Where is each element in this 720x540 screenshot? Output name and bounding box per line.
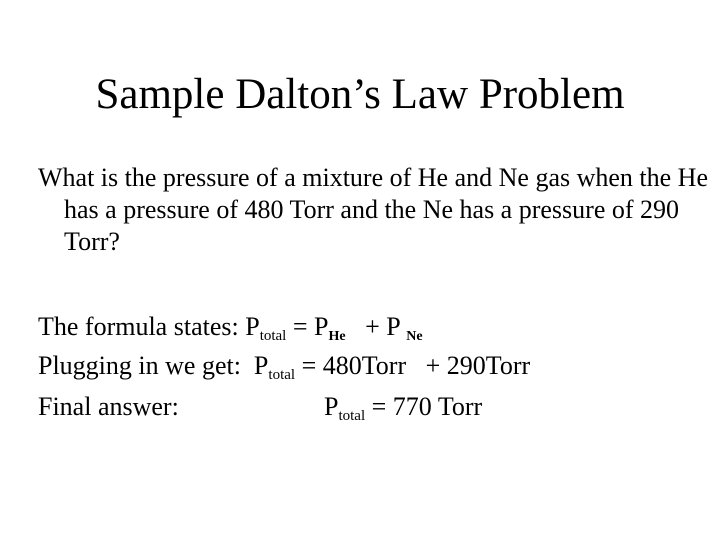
final-p: P — [324, 392, 339, 421]
subscript-total: total — [259, 328, 287, 344]
slide-title: Sample Dalton’s Law Problem — [95, 71, 625, 118]
final-answer-expression — [324, 392, 482, 422]
subscript-total: total — [338, 408, 366, 424]
formula-line — [38, 312, 423, 342]
plugging-values: = 480Torr + 290Torr — [295, 351, 531, 380]
question-text: What is the pressure of a mixture of He and Ne gas when the He has a pressure of 480 Torr and the Ne has a pressure of 290 Torr? — [38, 163, 708, 256]
subscript-he: He — [328, 329, 346, 344]
final-value: = 770 Torr — [365, 392, 483, 421]
formula-equals: = P — [286, 312, 329, 341]
plugging-line — [38, 351, 530, 381]
formula-plus: + P — [345, 312, 407, 341]
subscript-ne: Ne — [406, 329, 423, 344]
plugging-label: Plugging in we get: P — [38, 351, 269, 380]
final-answer-label: Final answer: — [38, 392, 179, 421]
subscript-total: total — [268, 367, 296, 383]
formula-label: The formula states: P — [38, 312, 260, 341]
